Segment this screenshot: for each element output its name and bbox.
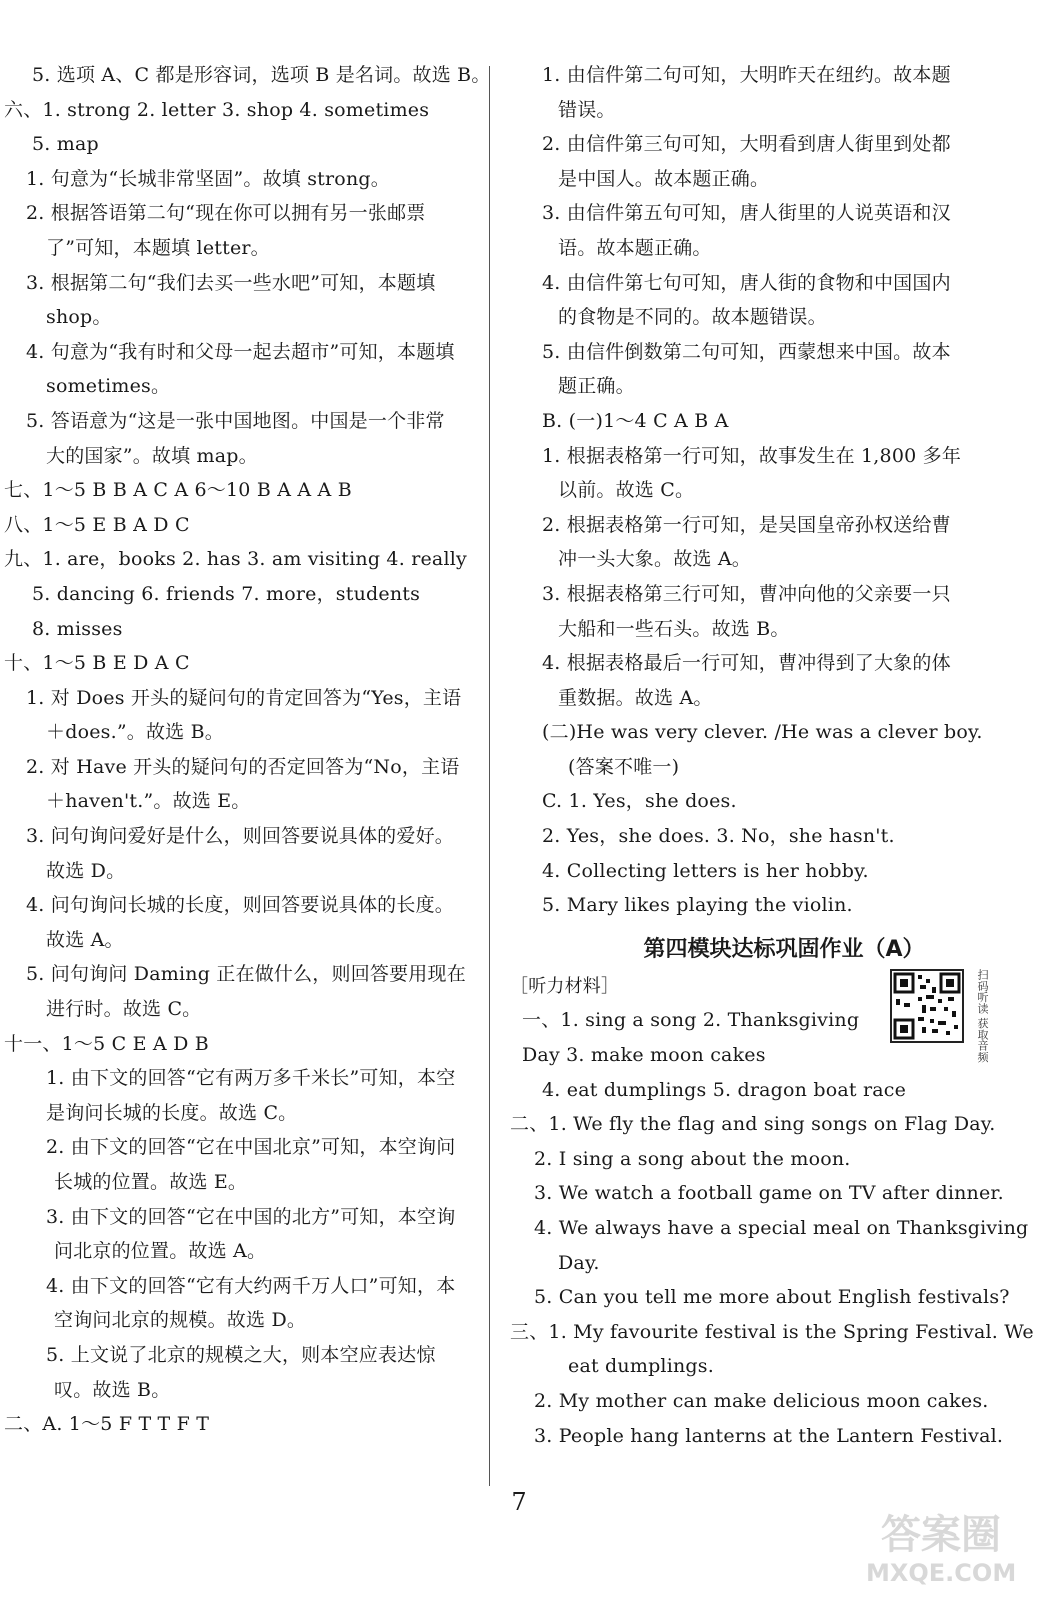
listening-line: 3. People hang lanterns at the Lantern Festival. — [534, 1424, 1004, 1447]
qr-caption: 扫码听读 获取音频 — [976, 968, 989, 1063]
left-column — [4, 58, 491, 1442]
answer-line: 了”可知，本题填 letter。 — [46, 236, 270, 259]
answer-line: 3. 由信件第五句可知，唐人街里的人说英语和汉 — [542, 202, 951, 225]
section-heading: 八、1～5 E B A D C — [4, 513, 190, 536]
answer-line: 2. 根据答语第二句“现在你可以拥有另一张邮票 — [26, 202, 426, 225]
answer-line: 5. 由信件倒数第二句可知，西蒙想来中国。故本 — [542, 340, 951, 363]
section-heading: 十、1～5 B E D A C — [4, 652, 190, 675]
answer-line: 5. 问句询问 Daming 正在做什么，则回答要用现在 — [26, 963, 466, 986]
listening-line: 4. We always have a special meal on Thanksgiving — [534, 1217, 1029, 1239]
listening-line: Day. — [558, 1251, 600, 1274]
answer-line: 进行时。故选 C。 — [46, 998, 202, 1021]
answer-line: 冲一头大象。故选 A。 — [558, 548, 751, 571]
answer-line: 4. 句意为“我有时和父母一起去超市”可知，本题填 — [26, 340, 455, 363]
listening-line: Day 3. make moon cakes — [522, 1044, 766, 1067]
section-heading: 七、1～5 B B A C A 6～10 B A A A B — [4, 479, 352, 502]
section-heading: 九、1. are，books 2. has 3. am visiting 4. really — [4, 548, 467, 571]
answer-line: 5. map — [32, 133, 99, 156]
section-heading: 六、1. strong 2. letter 3. shop 4. sometimes — [4, 98, 430, 121]
listening-line: 5. Can you tell me more about English festivals? — [534, 1286, 1010, 1309]
answer-line: ＋haven't.”。故选 E。 — [46, 790, 251, 813]
answer-line: 3. 根据表格第三行可知，曹冲向他的父亲要一只 — [542, 582, 951, 605]
answer-line: 5. 选项 A、C 都是形容词，选项 B 是名词。故选 B。 — [32, 64, 491, 86]
listening-line: 4. eat dumplings 5. dragon boat race — [542, 1078, 907, 1101]
answer-line: 4. 由信件第七句可知，唐人街的食物和中国国内 — [542, 271, 951, 294]
watermark-logo — [866, 1510, 1016, 1594]
watermark-url: MXQE.COM — [866, 1559, 1017, 1587]
section-title: 第四模块达标巩固作业（A） — [643, 936, 925, 962]
listening-line: 3. We watch a football game on TV after dinner. — [534, 1182, 1004, 1205]
answer-note: (答案不唯一) — [568, 755, 680, 778]
answer-line: sometimes。 — [46, 375, 171, 398]
answer-line: 故选 A。 — [46, 928, 124, 951]
answer-line: 长城的位置。故选 E。 — [54, 1171, 248, 1193]
answer-line: 是询问长城的长度。故选 C。 — [46, 1101, 298, 1124]
answer-line: 3. 由下文的回答“它在中国的北方”可知，本空询 — [46, 1205, 456, 1228]
answer-line: 题正确。 — [558, 375, 635, 398]
answer-line: 1. 根据表格第一行可知，故事发生在 1,800 多年 — [542, 444, 962, 467]
answer-line: 2. 对 Have 开头的疑问句的否定回答为“No，主语 — [26, 755, 460, 778]
answer-line: 的食物是不同的。故本题错误。 — [558, 306, 827, 329]
section-heading: 二、A. 1～5 F T T F T — [4, 1413, 210, 1436]
section-heading: 二、1. We fly the flag and sing songs on Flag Day. — [510, 1113, 996, 1136]
answer-line: 3. 问句询问爱好是什么，则回答要说具体的爱好。 — [26, 825, 454, 848]
answer-line: 5. 答语意为“这是一张中国地图。中国是一个非常 — [26, 409, 445, 432]
answer-line: 错误。 — [558, 98, 616, 121]
answer-line: 大船和一些石头。故选 B。 — [558, 617, 790, 640]
answer-line: shop。 — [46, 306, 112, 329]
answer-line: 5. dancing 6. friends 7. more，students — [32, 582, 421, 605]
answer-line: 8. misses — [32, 617, 123, 640]
answer-line: 语。故本题正确。 — [558, 236, 712, 259]
answer-line: 空询问北京的规模。故选 D。 — [54, 1309, 307, 1332]
listening-line: eat dumplings. — [568, 1355, 714, 1378]
listening-line: 一、1. sing a song 2. Thanksgiving — [522, 1009, 860, 1032]
answer-line: (二)He was very clever. /He was a clever boy. — [542, 721, 983, 744]
answer-line: 1. 由下文的回答“它有两万多千米长”可知，本空 — [46, 1067, 456, 1090]
section-heading: B. (一)1～4 C A B A — [542, 409, 729, 432]
answer-line: ＋does.”。故选 B。 — [46, 721, 224, 744]
answer-line: 4. 由下文的回答“它有大约两千万人口”可知，本 — [46, 1274, 456, 1297]
answer-line: 2. 由下文的回答“它在中国北京”可知，本空询问 — [46, 1136, 456, 1159]
answer-line: 故选 D。 — [46, 859, 126, 882]
answer-line: 2. 由信件第三句可知，大明看到唐人街里到处都 — [542, 133, 951, 156]
answer-line: 叹。故选 B。 — [54, 1378, 171, 1401]
answer-line: 大的国家”。故填 map。 — [46, 444, 258, 467]
section-heading: C. 1. Yes，she does. — [542, 790, 737, 813]
column-divider — [489, 66, 490, 1486]
answer-line: 4. 问句询问长城的长度，则回答要说具体的长度。 — [26, 894, 454, 917]
answer-line: 重数据。故选 A。 — [558, 686, 713, 709]
answer-line: 1. 对 Does 开头的疑问句的肯定回答为“Yes，主语 — [26, 686, 462, 709]
answer-line: 是中国人。故本题正确。 — [558, 167, 770, 190]
answer-line: 3. 根据第二句“我们去买一些水吧”可知，本题填 — [26, 271, 436, 294]
answer-line: 1. 由信件第二句可知，大明昨天在纽约。故本题 — [542, 64, 951, 86]
right-column — [510, 58, 1034, 1453]
listening-line: 2. My mother can make delicious moon cakes. — [534, 1389, 989, 1412]
answer-line: 2. 根据表格第一行可知，是吴国皇帝孙权送给曹 — [542, 513, 951, 536]
answer-line: 4. Collecting letters is her hobby. — [542, 859, 869, 882]
listening-tag: ［听力材料］ — [510, 975, 620, 997]
listening-line: 2. I sing a song about the moon. — [534, 1147, 851, 1170]
answer-line: 4. 根据表格最后一行可知，曹冲得到了大象的体 — [542, 652, 951, 675]
answer-line: 1. 句意为“长城非常坚固”。故填 strong。 — [26, 167, 390, 190]
answer-line: 5. 上文说了北京的规模之大，则本空应表达惊 — [46, 1343, 436, 1366]
page-number: 7 — [511, 1488, 527, 1516]
section-heading: 十一、1～5 C E A D B — [4, 1032, 209, 1055]
answer-line: 问北京的位置。故选 A。 — [54, 1240, 267, 1263]
answer-line: 2. Yes，she does. 3. No，she hasn't. — [542, 825, 895, 848]
answer-line: 以前。故选 C。 — [558, 479, 695, 502]
answer-line: 5. Mary likes playing the violin. — [542, 894, 853, 917]
watermark-text: 答案圈 — [881, 1512, 1001, 1558]
section-heading: 三、1. My favourite festival is the Spring Festival. We — [510, 1320, 1034, 1343]
